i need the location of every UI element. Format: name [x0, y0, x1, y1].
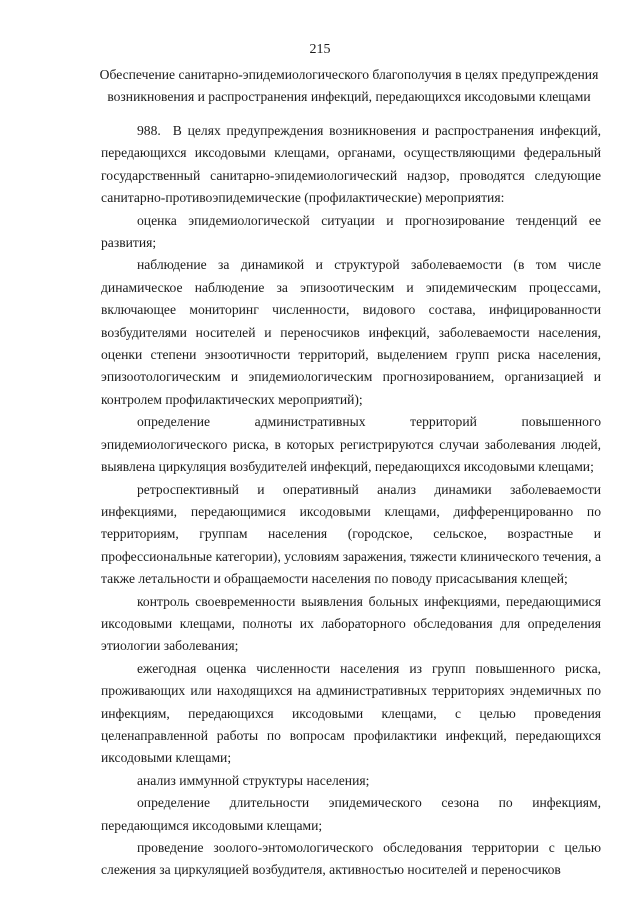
- paragraph: определение административных территорий повышенного эпидемиологического риска, в которых регистрируются случаи заболевания людей, выявлена циркуляция возбудителей инфекций, передающихся иксодовыми клещами;: [101, 414, 601, 475]
- paragraph: ежегодная оценка численности населения из групп повышенного риска, проживающих или находящихся на административных территориях эндемичных по инфекциям, передающихся иксодовыми клещами, с целью проведения целенаправленной работы по вопросам профилактики инфекций, передающихся иксодовыми клещами;: [101, 660, 601, 766]
- paragraph: определение длительности эпидемического сезона по инфекциям, передающимся иксодовыми клещами;: [101, 795, 601, 833]
- paragraph-text: В целях предупреждения возникновения и распространения инфекций, передающихся иксодовыми клещами, органами, осуществляющими федеральный государственный санитарно-эпидемиологический надзор, проводятся следующие санитарно-противоэпидемические (профилактические) мероприятия:: [101, 123, 601, 206]
- paragraph: контроль своевременности выявления больных инфекциями, передающимися иксодовыми клещами, полноты их лабораторного обследования для определения этиологии заболевания;: [101, 593, 601, 654]
- paragraph: наблюдение за динамикой и структурой заболеваемости (в том числе динамическое наблюдение за эпизоотическим и эпидемическим процессами, включающее мониторинг численности, видового состава, инфицированности возбудителями носителей и переносчиков инфекций, заболеваемости населения, оценки степени энзоотичности территорий, выделением групп риска населения, эпизоотологическим и эпидемиологическим прогнозированием, организацией и контролем профилактических мероприятий);: [101, 257, 601, 407]
- section-title-line-1: Обеспечение санитарно-эпидемиологического благополучия в целях предупреждения: [99, 67, 599, 82]
- paragraph: анализ иммунной структуры населения;: [137, 772, 370, 788]
- paragraph: проведение зоолого-энтомологического обследования территории с целью слежения за циркуляцией возбудителя, активностью носителей и переносчиков: [101, 840, 601, 878]
- document-body: [101, 120, 601, 882]
- page-number: 215: [309, 42, 331, 57]
- paragraph-988: [101, 120, 601, 210]
- paragraph: оценка эпидемиологической ситуации и прогнозирование тенденций ее развития;: [101, 212, 601, 251]
- section-title: [96, 64, 602, 108]
- section-title-line-2: возникновения и распространения инфекций, передающихся иксодовыми клещами: [107, 89, 591, 104]
- item-number: 988.: [137, 123, 161, 138]
- paragraph: ретроспективный и оперативный анализ динамики заболеваемости инфекциями, передающимися иксодовыми клещами, дифференцированно по территориям, группам населения (городское, сельское, возрастные и профессиональные категории), условиям заражения, тяжести клинического течения, а также летальности и обращаемости населения по поводу присасывания клещей;: [101, 481, 601, 587]
